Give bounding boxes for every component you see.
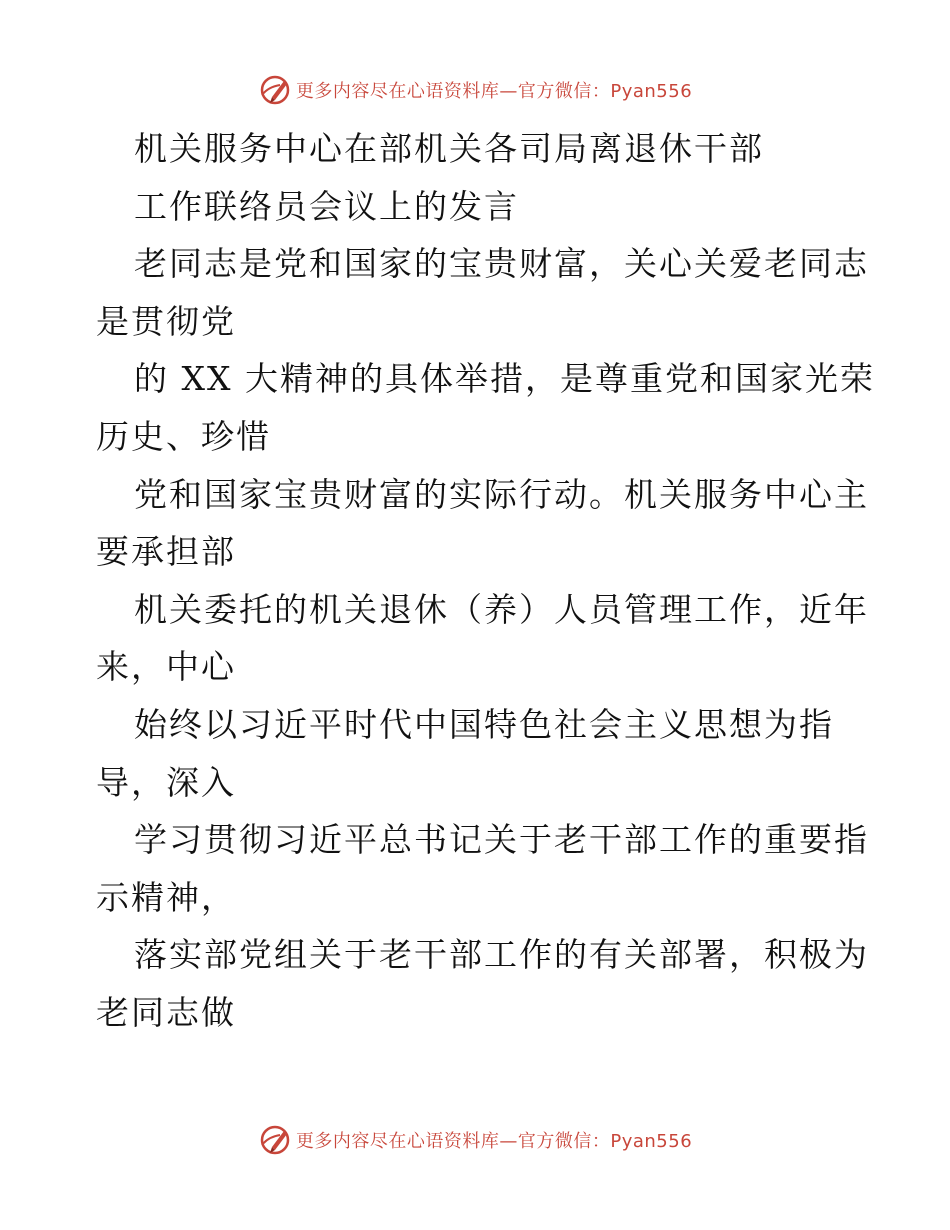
footer-banner	[0, 1120, 950, 1160]
text-line: 机关委托的机关退休（养）人员管理工作，近年	[134, 589, 869, 629]
document-body	[96, 120, 875, 1042]
text-line: 老同志是党和国家的宝贵财富，关心关爱老同志	[134, 244, 869, 284]
text-line: 机关服务中心在部机关各司局离退休干部	[134, 129, 764, 168]
banner-text: 更多内容尽在心语资料库—官方微信：Pyan556	[295, 81, 693, 102]
text-line: 历史、珍惜	[96, 416, 271, 456]
text-line: 来，中心	[96, 647, 236, 687]
pen-logo-icon	[258, 1123, 292, 1157]
text-line: 学习贯彻习近平总书记关于老干部工作的重要指	[134, 820, 869, 860]
text-line: 是贯彻党	[96, 301, 236, 341]
pen-logo-icon	[258, 73, 292, 107]
text-line: 落实部党组关于老干部工作的有关部署，积极为	[134, 935, 869, 975]
text-line: 导，深入	[96, 762, 236, 802]
text-line: 要承担部	[96, 532, 236, 572]
header-banner	[0, 70, 950, 110]
text-line: 的 XX 大精神的具体举措，是尊重党和国家光荣	[134, 359, 875, 399]
text-line: 工作联络员会议上的发言	[134, 186, 519, 226]
text-line: 示精神，	[96, 877, 236, 917]
text-line: 党和国家宝贵财富的实际行动。机关服务中心主	[134, 474, 869, 514]
banner-text: 更多内容尽在心语资料库—官方微信：Pyan556	[295, 1131, 693, 1152]
text-line: 老同志做	[96, 992, 236, 1032]
text-line: 始终以习近平时代中国特色社会主义思想为指	[134, 704, 834, 744]
